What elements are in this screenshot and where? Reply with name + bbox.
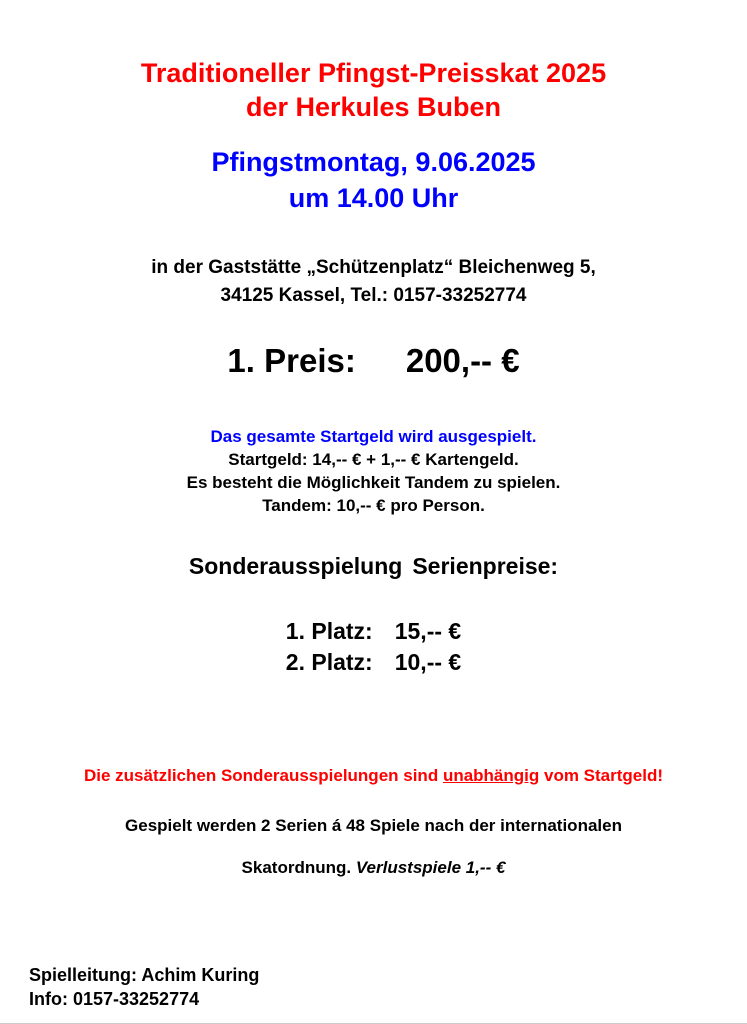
first-prize-label: 1. Preis: xyxy=(227,342,356,379)
fee-line-2: Startgeld: 14,-- € + 1,-- € Kartengeld. xyxy=(228,450,519,469)
first-prize-amount: 200,-- € xyxy=(405,342,520,379)
place-1-label: 1. Platz: xyxy=(285,618,373,644)
rules-line-1: Gespielt werden 2 Serien á 48 Spiele nach der internationalen xyxy=(125,816,622,835)
venue-line-2: 34125 Kassel, Tel.: 0157-33252774 xyxy=(220,285,527,306)
place-1-amount: 15,-- € xyxy=(394,618,462,644)
notice-underlined: unabhängig xyxy=(442,766,540,785)
title-line-1: Traditioneller Pfingst-Preisskat 2025 xyxy=(140,58,607,88)
rules-line-2-italic: Verlustspiele 1,-- € xyxy=(355,858,506,877)
venue-line-1: in der Gaststätte „Schützenplatz“ Bleichenweg 5, xyxy=(151,257,596,278)
fee-line-4: Tandem: 10,-- € pro Person. xyxy=(262,496,485,515)
special-heading xyxy=(0,551,747,581)
notice-after: vom Startgeld! xyxy=(539,766,664,785)
first-prize xyxy=(0,341,747,381)
rules-line-2 xyxy=(0,856,747,880)
footer-organizer: Spielleitung: Achim Kuring xyxy=(29,965,260,985)
fee-line-1: Das gesamte Startgeld wird ausgespielt. xyxy=(210,427,537,446)
footer-info: Info: 0157-33252774 xyxy=(29,989,200,1009)
place-2 xyxy=(0,647,747,678)
place-1 xyxy=(0,616,747,647)
event-time: um 14.00 Uhr xyxy=(288,183,459,213)
notice-before: Die zusätzlichen Sonderausspielungen sind xyxy=(83,766,443,785)
notice xyxy=(0,764,747,788)
event-date: Pfingstmontag, 9.06.2025 xyxy=(211,147,536,177)
place-2-amount: 10,-- € xyxy=(394,649,462,675)
place-2-label: 2. Platz: xyxy=(285,649,373,675)
special-heading-part-2: Serienpreise: xyxy=(412,553,559,579)
title-line-2: der Herkules Buben xyxy=(245,92,502,122)
rules-line-2-regular: Skatordnung. xyxy=(241,858,356,877)
fee-line-3: Es besteht die Möglichkeit Tandem zu spielen. xyxy=(186,473,561,492)
special-heading-part-1: Sonderausspielung xyxy=(188,553,403,579)
